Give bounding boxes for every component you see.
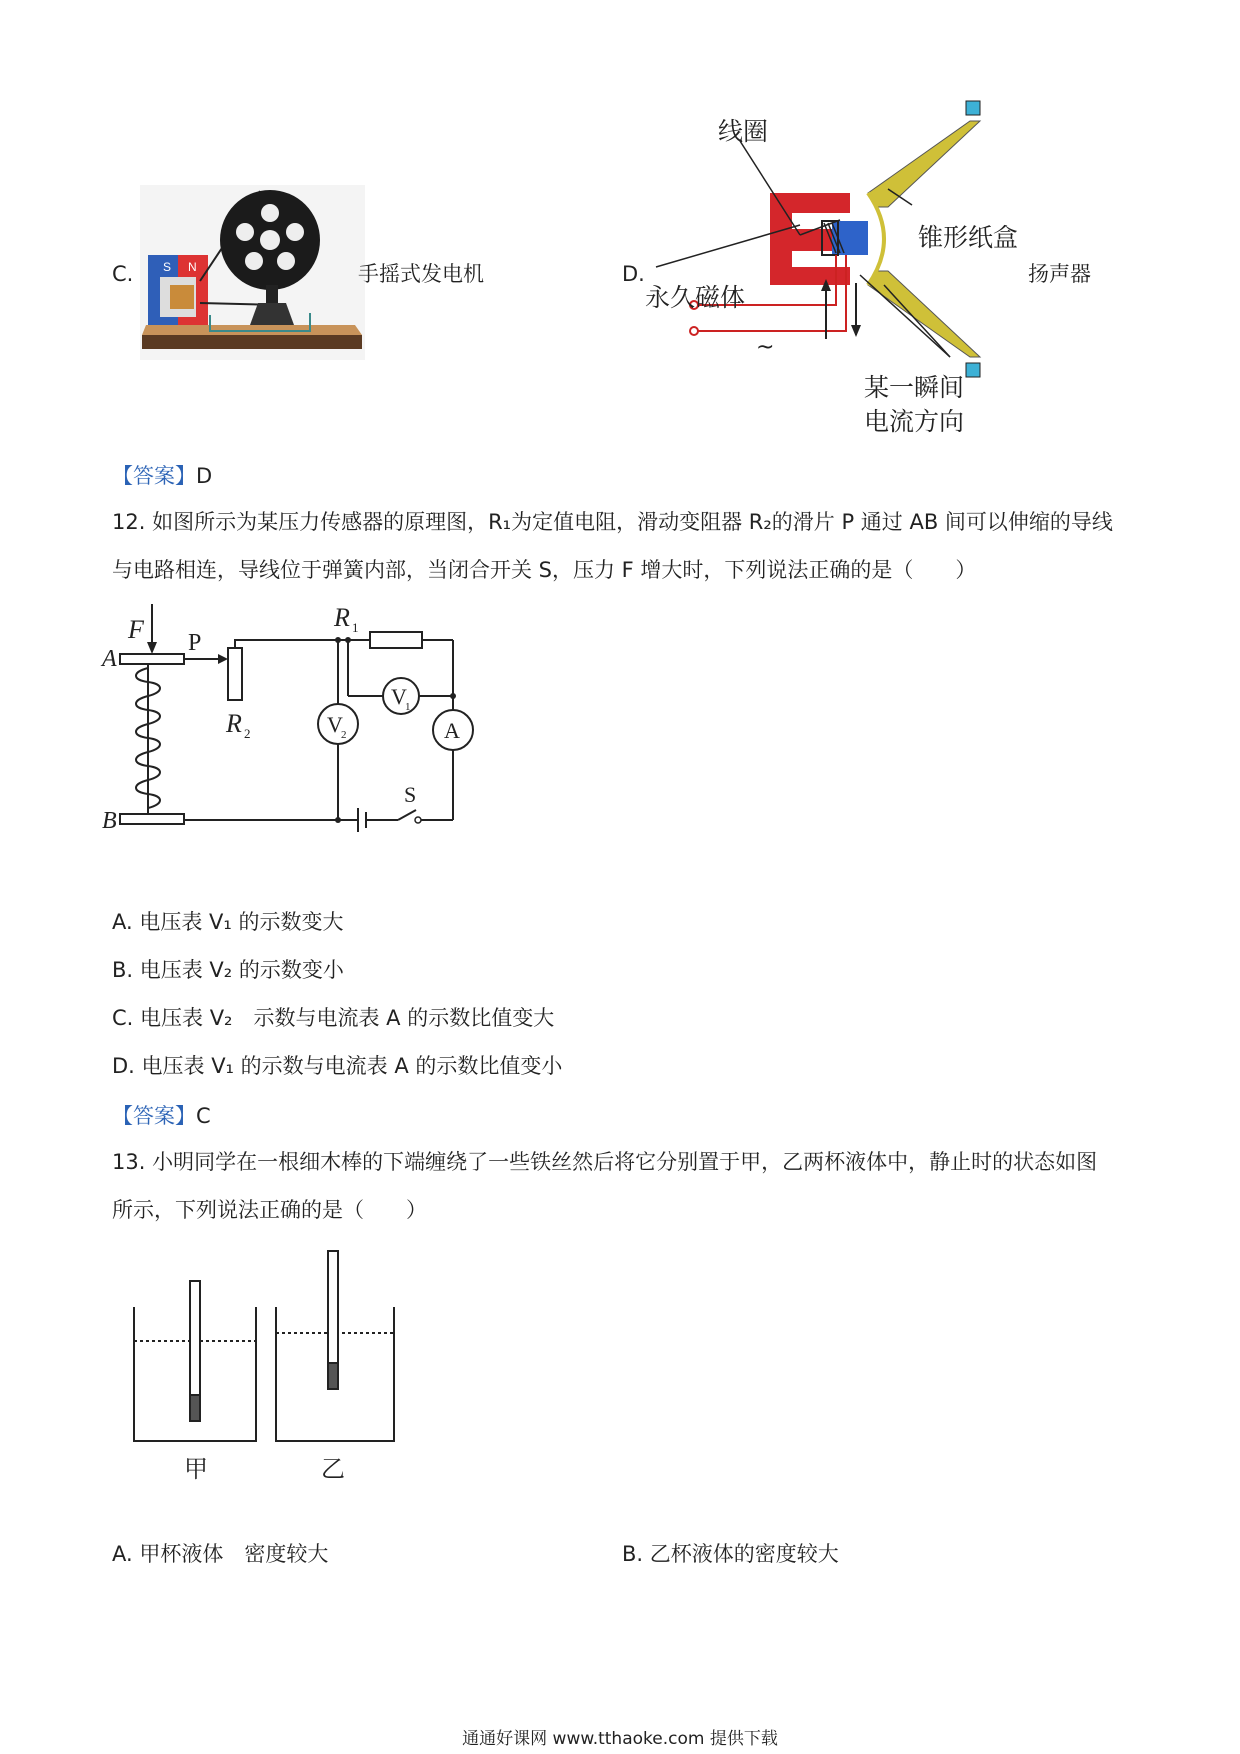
q12-option-b: B. 电压表 V₂ 的示数变小 (112, 958, 344, 982)
two-cups-figure (128, 1245, 408, 1495)
option-c-letter: C. (112, 262, 134, 286)
magnet-s-label: S (163, 260, 172, 274)
speaker-current-line2: 电流方向 (864, 407, 965, 436)
footer-text: 通通好课网 www.tthaoke.com 提供下载 (462, 1729, 778, 1749)
answer-value: C (196, 1104, 211, 1128)
circuit-schematic (102, 603, 488, 873)
option-c-caption: 手摇式发电机 (358, 262, 484, 286)
q13-stem-line1: 13. 小明同学在一根细木棒的下端缠绕了一些铁丝然后将它分别置于甲，乙两杯液体中，静止时的状态如图 (112, 1150, 1098, 1174)
plate-a-label: A (102, 646, 117, 672)
voltmeter-v2-label: V (327, 712, 343, 737)
voltmeter-v1-label: V (391, 684, 407, 709)
slider-p-label: P (188, 630, 202, 656)
q13-stem-line2: 所示，下列说法正确的是（ ） (112, 1198, 427, 1222)
speaker-cone-label: 锥形纸盒 (918, 223, 1019, 252)
r2-subscript: 2 (244, 726, 251, 741)
q12-answer (112, 1100, 211, 1130)
switch-s-label: S (404, 782, 417, 807)
cup-jia-label: 甲 (184, 1455, 208, 1483)
plate-b-label: B (102, 808, 117, 834)
ammeter-label: A (444, 718, 460, 743)
voltmeter-v1-subscript: 1 (405, 701, 411, 713)
force-label: F (128, 615, 144, 644)
speaker-coil-label: 线圈 (718, 117, 769, 146)
q11-answer (112, 460, 212, 490)
q13-option-a: A. 甲杯液体 密度较大 (112, 1542, 329, 1566)
q12-stem-line2: 与电路相连，导线位于弹簧内部，当闭合开关 S，压力 F 增大时，下列说法正确的是（ ） (112, 558, 977, 582)
q12-option-d: D. 电压表 V₁ 的示数与电流表 A 的示数比值变小 (112, 1054, 563, 1078)
option-d-letter: D. (622, 262, 645, 286)
loudspeaker-diagram (650, 95, 1070, 445)
option-d-caption: 扬声器 (1028, 262, 1091, 286)
answer-value: D (196, 464, 213, 488)
r1-subscript: 1 (352, 620, 359, 635)
r2-label: R (226, 709, 242, 738)
r1-label: R (334, 603, 350, 632)
answer-label: 【答案】 (112, 464, 196, 488)
q13-option-b: B. 乙杯液体的密度较大 (622, 1542, 839, 1566)
speaker-current-line1: 某一瞬间 (864, 373, 965, 402)
speaker-magnet-label: 永久磁体 (645, 283, 746, 312)
q12-option-a: A. 电压表 V₁ 的示数变大 (112, 910, 344, 934)
speaker-ac-label: ~ (756, 335, 775, 360)
magnet-n-label: N (188, 260, 197, 274)
voltmeter-v2-subscript: 2 (341, 729, 347, 741)
hand-crank-generator-image (140, 185, 365, 360)
q12-option-c: C. 电压表 V₂ 示数与电流表 A 的示数比值变大 (112, 1006, 555, 1030)
cup-yi-label: 乙 (321, 1455, 345, 1483)
q12-stem-line1: 12. 如图所示为某压力传感器的原理图，R₁为定值电阻，滑动变阻器 R₂的滑片 P 通过 AB 间可以伸缩的导线 (112, 510, 1113, 534)
answer-label: 【答案】 (112, 1104, 196, 1128)
